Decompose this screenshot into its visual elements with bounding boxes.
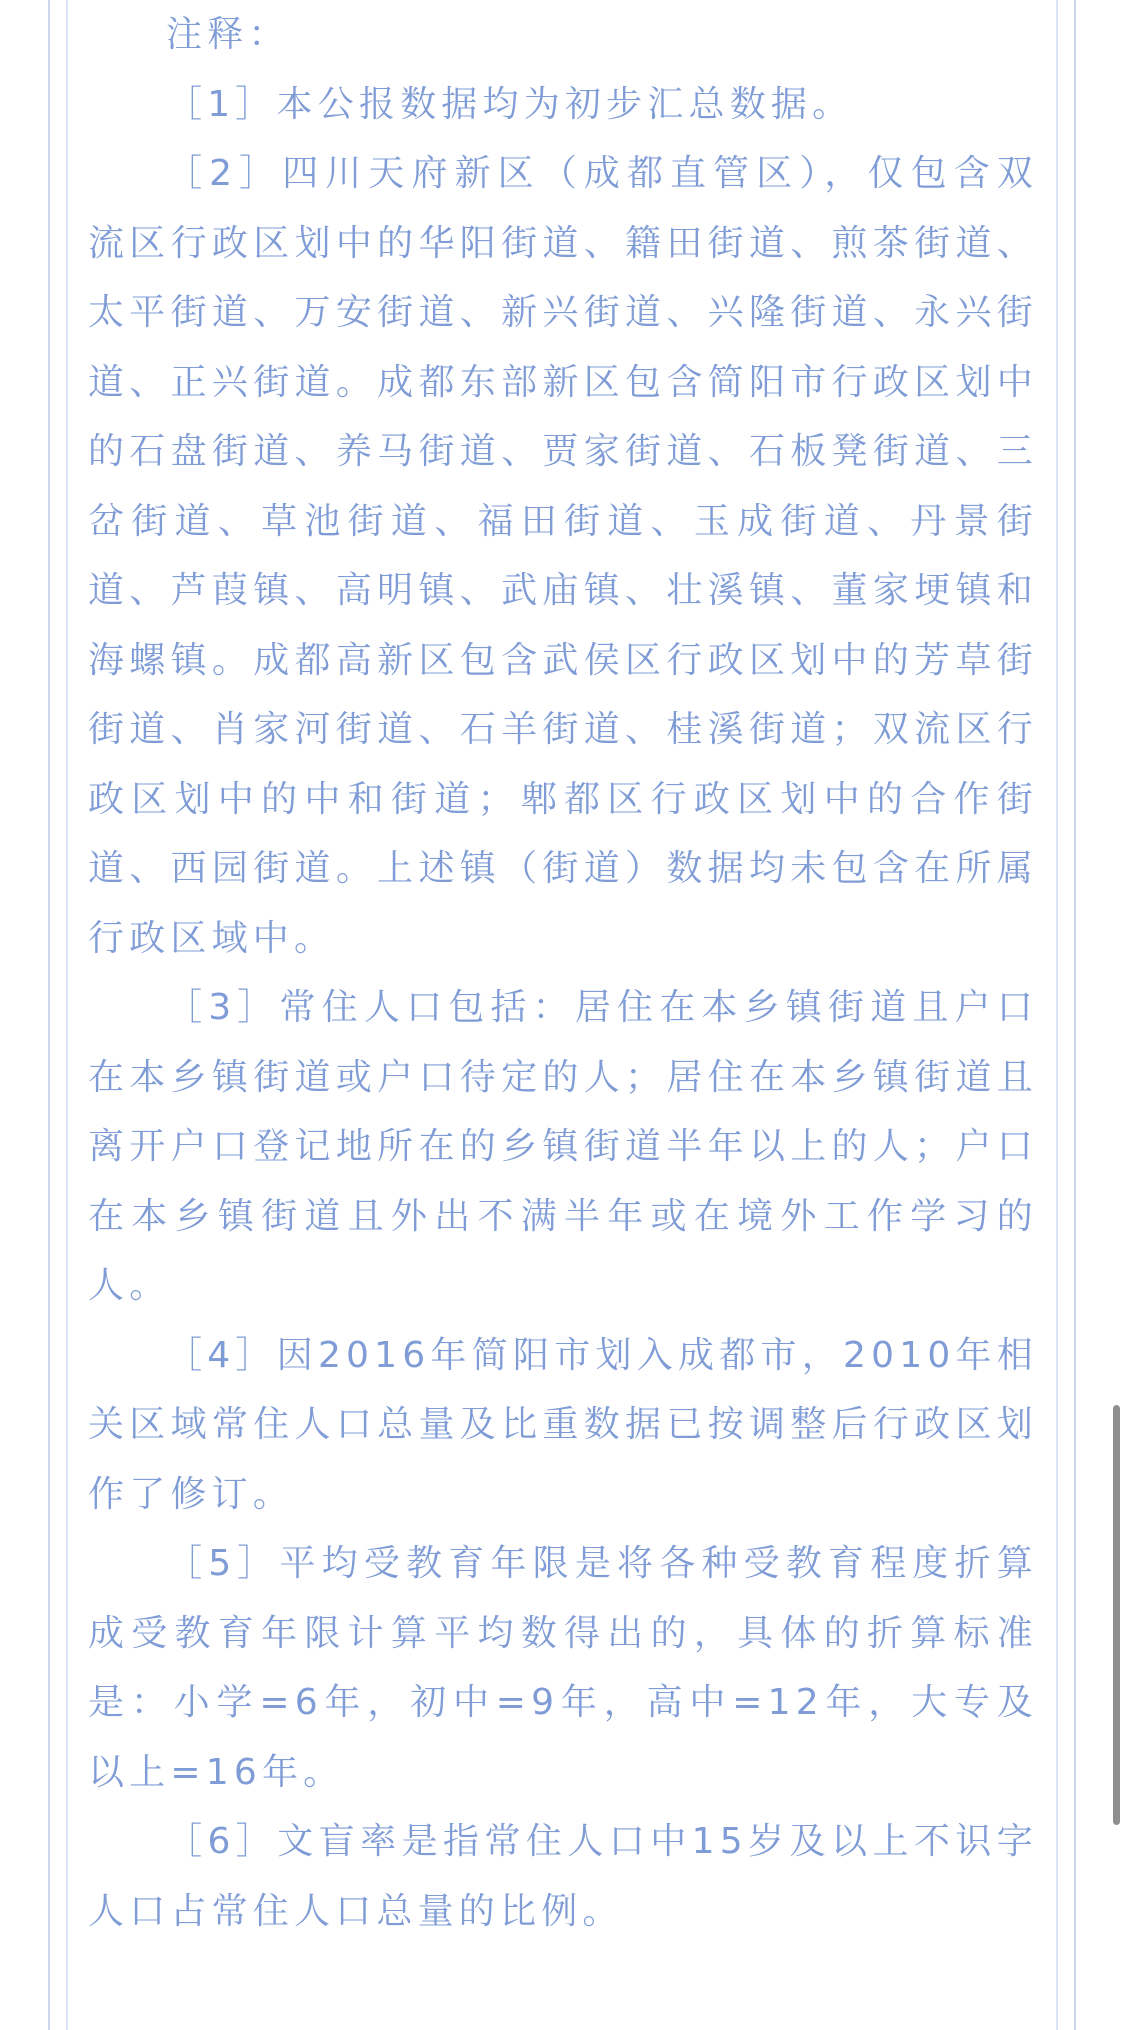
- note-item-2: ［2］四川天府新区（成都直管区），仅包含双流区行政区划中的华阳街道、籍田街道、煎茶街道、太平街道、万安街道、新兴街道、兴隆街道、永兴街道、正兴街道。成都东部新区包含简阳市行政区划中的石盘街道、养马街道、贾家街道、石板凳街道、三岔街道、草池街道、福田街道、玉成街道、丹景街道、芦葭镇、高明镇、武庙镇、壮溪镇、董家埂镇和海螺镇。成都高新区包含武侯区行政区划中的芳草街街道、肖家河街道、石羊街道、桂溪街道；双流区行政区划中的中和街道；郫都区行政区划中的合作街道、西园街道。上述镇（街道）数据均未包含在所属行政区域中。: [88, 153, 1038, 959]
- note-item-1: ［1］本公报数据均为初步汇总数据。: [166, 83, 854, 125]
- note-item-6: ［6］文盲率是指常住人口中15岁及以上不识字人口占常住人口总量的比例。: [88, 1821, 1038, 1932]
- note-item-4: ［4］因2016年简阳市划入成都市，2010年相关区域常住人口总量及比重数据已按调整后行政区划作了修订。: [88, 1334, 1038, 1515]
- vertical-scrollbar[interactable]: [1113, 1405, 1120, 1825]
- note-item-5: ［5］平均受教育年限是将各种受教育程度折算成受教育年限计算平均数得出的，具体的折算标准是：小学=6年，初中=9年，高中=12年，大专及以上=16年。: [88, 1543, 1038, 1793]
- note-item-3: ［3］常住人口包括：居住在本乡镇街道且户口在本乡镇街道或户口待定的人；居住在本乡镇街道且离开户口登记地所在的乡镇街道半年以上的人；户口在本乡镇街道且外出不满半年或在境外工作学习的人。: [88, 987, 1038, 1306]
- notes-section: [88, 0, 1038, 1946]
- notes-heading: 注释：: [166, 14, 290, 55]
